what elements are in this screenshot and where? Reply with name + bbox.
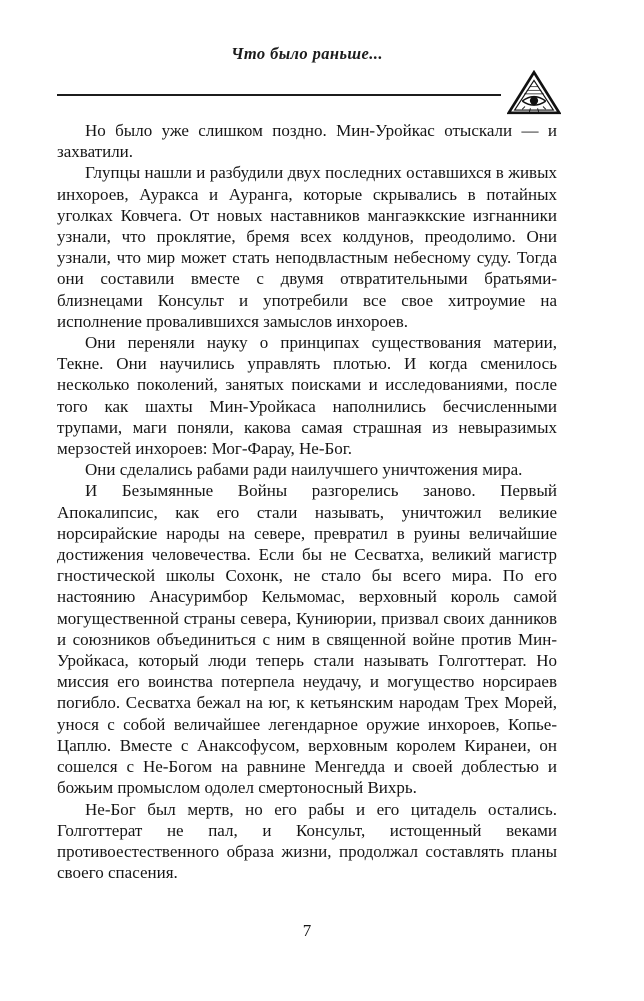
header-rule	[57, 94, 501, 96]
running-header-title: Что было раньше...	[231, 44, 383, 63]
page-header	[57, 44, 557, 118]
page-footer	[57, 921, 557, 941]
page-number: 7	[302, 921, 312, 940]
paragraph-2: Глупцы нашли и разбудили двух последних оставшихся в живых инхороев, Ауракса и Ауранга, которые скрывались в потайных уголках Ковчега. От новых наставников мангаэккские изгнанники узнали, что проклятие, бремя всех колдунов, преодолимо. Они узнали, что мир может стать неподвластным небесному суду. Тогда они составили вместе с двумя отвратительными братьями-близнецами Консульт и употребили все свое хитроумие на исполнение провалившихся замыслов инхороев.	[57, 163, 557, 331]
paragraph-6: Не-Бог был мертв, но его рабы и его цитадель остались. Голготтерат не пал, и Консульт, истощенный веками противоестественного образа жизни, продолжал составлять планы своего спасения.	[57, 799, 557, 883]
paragraph-4: Они сделались рабами ради наилучшего уничтожения мира.	[85, 460, 523, 480]
paragraph-5: И Безымянные Войны разгорелись заново. Первый Апокалипсис, как его стали называть, уничтожил великие норсирайские народы на севере, превратил в руины величайшие достижения человечества. Если бы не Сесватха, великий магистр гностической школы Сохонк, не стало бы всего мира. По его настоянию Анасуримбор Кельмомас, верховный король самой могущественной страны севера, Куниюрии, призвал своих данников и союзников объединиться с ним в священной войне против Мин-Уройкаса, который люди теперь стали называть Голготтерат. Но миссия его воинства потерпела неудачу, и могущество норсираев погибло. Сесватха бежал на юг, к кетьянским народам Трех Морей, унося с собой величайшее легендарное оружие инхороев, Копье-Цаплю. Вместе с Анаксофусом, верховным королем Киранеи, он сошелся с Не-Богом на равнине Менгедда и своей доблестью и божьим промыслом одолел смертоносный Вихрь.	[57, 481, 557, 798]
page-text	[57, 120, 557, 883]
paragraph-3: Они переняли науку о принципах существования материи, Текне. Они научились управлять плотью. И когда сменилось несколько поколений, занятых поисками и исследованиями, после того как шахты Мин-Уройкаса наполнились бесчисленными трупами, маги поняли, какова самая страшная из невыразимых мерзостей инхороев: Мог-Фарау, Не-Бог.	[57, 333, 557, 459]
eye-triangle-icon	[507, 70, 561, 116]
paragraph-1: Но было уже слишком поздно. Мин-Уройкас отыскали — и захватили.	[57, 121, 557, 162]
